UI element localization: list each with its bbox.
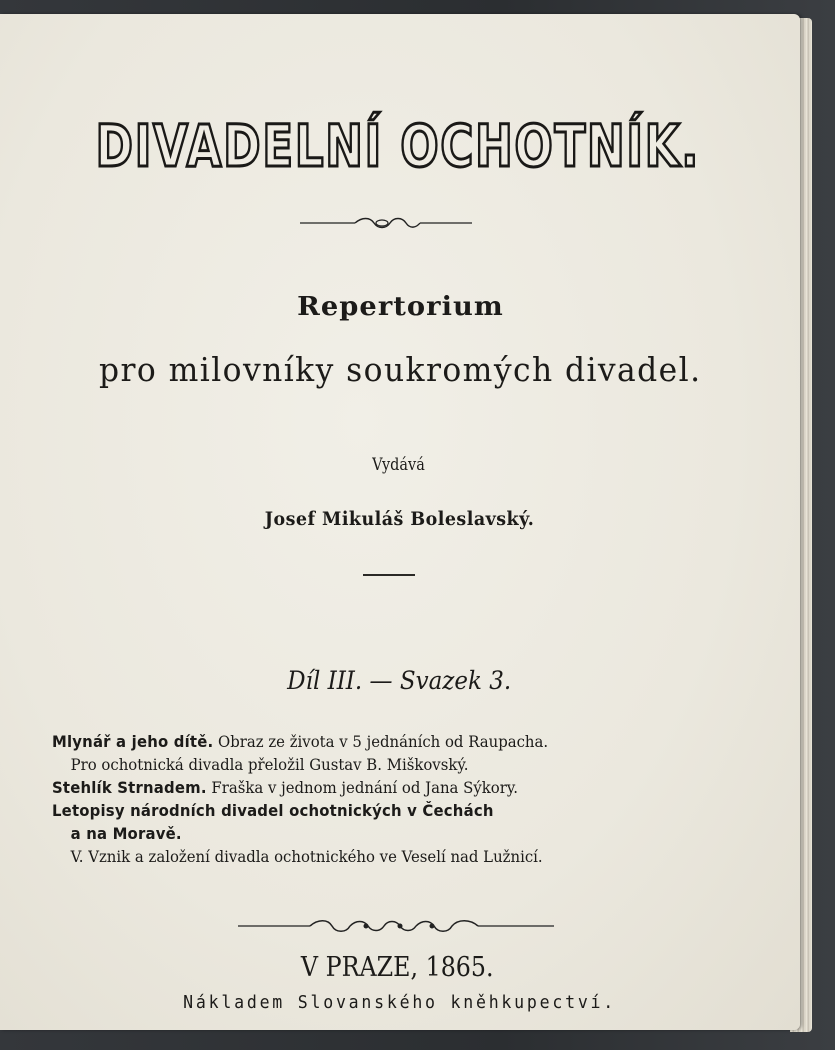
subtitle-purpose: pro milovníky soukromých divadel. (99, 350, 702, 389)
list-item (52, 730, 722, 753)
imprint-place-year: V PRAZE, 1865. (300, 952, 494, 983)
divider (363, 574, 415, 576)
page-title: DIVADELNÍ OCHOTNÍK. (95, 112, 701, 180)
publisher-name: Josef Mikuláš Boleslavský. (264, 508, 535, 530)
item-description: Obraz ze života v 5 jednáních od Raupacha. (213, 732, 549, 751)
contents-list (52, 730, 772, 868)
publisher-label: Vydává (372, 455, 425, 475)
item-title: Mlynář a jeho dítě. (52, 732, 214, 751)
list-item-title-cont: a na Moravě. (70, 824, 182, 843)
bottom-ornament (238, 917, 554, 935)
list-item-title: Letopisy národních divadel ochotnických v Čechách (52, 801, 494, 820)
imprint-publisher: Nákladem Slovanského kněhkupectví. (183, 992, 617, 1013)
title-page (0, 14, 800, 1030)
list-item (52, 776, 722, 799)
item-title: Stehlík Strnadem. (52, 778, 207, 797)
subtitle: Repertorium (297, 292, 504, 322)
title-ornament (300, 214, 472, 232)
list-item-detail: Pro ochotnická divadla přeložil Gustav B. Miškovský. (70, 755, 469, 774)
volume-info: Díl III. — Svazek 3. (287, 666, 512, 695)
item-description: Fraška v jednom jednání od Jana Sýkory. (206, 778, 518, 797)
list-item-detail: V. Vznik a založení divadla ochotnického ve Veselí nad Lužnicí. (70, 847, 543, 866)
